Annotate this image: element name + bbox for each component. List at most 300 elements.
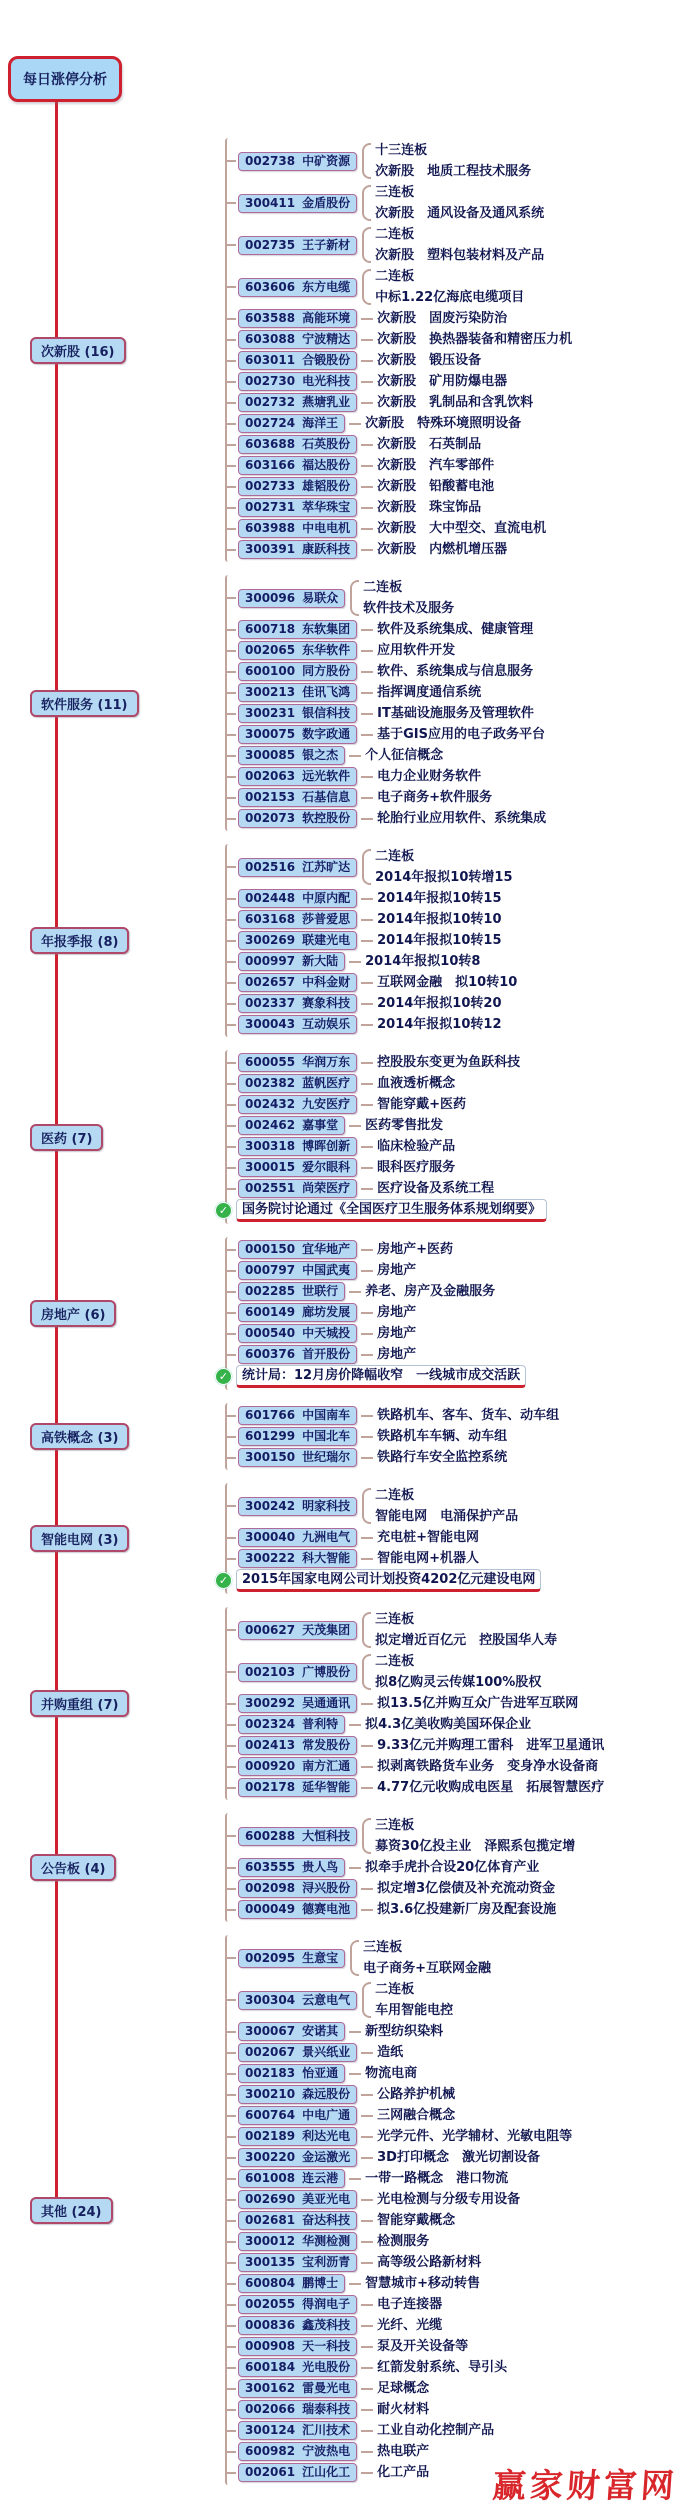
stock-desc-group xyxy=(365,1857,539,1878)
stock-name: 生意宝 xyxy=(302,1950,339,1965)
stock-name: 美亚光电 xyxy=(302,2192,351,2206)
connector-line xyxy=(227,1671,236,1673)
stock-desc-group xyxy=(365,1281,495,1302)
stock-entry xyxy=(227,371,690,392)
stock-code: 002724 xyxy=(245,416,296,430)
stock-entry xyxy=(227,539,690,560)
stock-desc: 拟4.3亿美收购美国环保企业 xyxy=(365,1717,532,1732)
stock-desc-group xyxy=(377,2042,403,2063)
stock-desc: 次新股 固废污染防治 xyxy=(377,311,508,326)
stock-code: 002733 xyxy=(245,479,296,493)
stock-node xyxy=(238,1282,345,1301)
stock-desc: 造纸 xyxy=(377,2045,404,2060)
stock-code: 300150 xyxy=(245,1450,296,1464)
stock-desc: 次新股 石英制品 xyxy=(377,437,482,452)
stock-name: 莎普爱思 xyxy=(302,912,351,926)
stock-name: 佳讯飞鸿 xyxy=(302,685,351,699)
stock-name: 瑞泰科技 xyxy=(302,2402,351,2416)
stock-desc: 热电联产 xyxy=(377,2444,430,2459)
stock-desc: 智能电网+机器人 xyxy=(377,1551,480,1566)
stock-desc-group xyxy=(377,308,507,329)
brace-connector xyxy=(362,1982,371,2018)
stock-entry xyxy=(227,1857,690,1878)
stock-entry xyxy=(227,2105,690,2126)
stock-entry xyxy=(227,2315,690,2336)
stock-name: 海洋王 xyxy=(302,416,339,430)
stock-desc: 医药零售批发 xyxy=(365,1118,444,1133)
stock-node xyxy=(238,2379,357,2398)
stock-desc-group xyxy=(377,2189,520,2210)
stock-node xyxy=(238,1345,357,1364)
dash-connector xyxy=(361,2325,373,2327)
dash-connector xyxy=(361,402,373,404)
news-note xyxy=(215,1365,690,1388)
stock-code: 300213 xyxy=(245,685,296,699)
stock-code: 600149 xyxy=(245,1305,296,1319)
stock-node xyxy=(238,1053,357,1072)
stock-desc-group xyxy=(375,266,524,308)
connector-line xyxy=(227,1745,236,1747)
stock-entry xyxy=(227,1693,690,1714)
stock-desc: 次新股 汽车零部件 xyxy=(377,458,495,473)
stock-desc-group xyxy=(377,2126,572,2147)
stock-desc-group xyxy=(377,1323,416,1344)
stock-desc-group xyxy=(375,1815,575,1857)
brace-connector xyxy=(362,1818,371,1854)
stock-entry xyxy=(227,703,690,724)
category-column xyxy=(0,690,225,717)
stock-code: 002462 xyxy=(245,1118,296,1132)
stock-desc: 次新股 换热器装备和精密压力机 xyxy=(377,332,573,347)
stock-desc: 拟3.6亿投建新厂房及配套设施 xyxy=(377,1902,557,1917)
stock-name: 宜华地产 xyxy=(302,1242,351,1256)
stock-name: 嘉事堂 xyxy=(302,1118,339,1132)
stock-code: 603088 xyxy=(245,332,296,346)
stock-code: 600376 xyxy=(245,1347,296,1361)
stock-name: 金盾股份 xyxy=(302,195,351,210)
dash-connector xyxy=(361,1745,373,1747)
connector-line xyxy=(227,797,236,799)
dash-connector xyxy=(361,797,373,799)
stock-desc: 次新股 锻压设备 xyxy=(377,353,482,368)
stock-desc-group xyxy=(365,745,443,766)
connector-line xyxy=(227,244,236,246)
stock-code: 000920 xyxy=(245,1759,296,1773)
stock-desc: 电子连接器 xyxy=(377,2297,443,2312)
connector-line xyxy=(227,2451,236,2453)
stock-desc-group xyxy=(377,2441,429,2462)
stock-name: 世联行 xyxy=(302,1284,339,1298)
stock-entry xyxy=(227,1777,690,1798)
stock-desc: 9.33亿元并购理工雷科 进军卫星通讯 xyxy=(377,1738,605,1753)
stock-node xyxy=(238,1757,357,1776)
stock-code: 000797 xyxy=(245,1263,296,1277)
connector-line xyxy=(227,2094,236,2096)
connector-line xyxy=(227,1312,236,1314)
stock-desc-group xyxy=(365,2168,508,2189)
dash-connector xyxy=(349,2073,361,2075)
stock-desc: 房地产 xyxy=(377,1263,417,1278)
stock-desc: 红箭发射系统、导引头 xyxy=(377,2360,508,2375)
connector-line xyxy=(227,160,236,162)
stock-code: 300012 xyxy=(245,2234,296,2248)
stock-desc-group xyxy=(377,1344,416,1365)
stock-entry xyxy=(227,455,690,476)
stock-desc: 软件、系统集成与信息服务 xyxy=(377,664,534,679)
stock-desc: 拟定增近百亿元 控股国华人寿 xyxy=(375,1633,558,1648)
stock-name: 明家科技 xyxy=(302,1498,351,1513)
stock-code: 300135 xyxy=(245,2255,296,2269)
stock-desc: 拟8亿购灵云传媒100%股权 xyxy=(375,1675,542,1690)
connector-line xyxy=(227,2115,236,2117)
stock-desc-group xyxy=(377,1052,520,1073)
dash-connector xyxy=(361,2367,373,2369)
stock-node xyxy=(238,889,357,908)
dash-connector xyxy=(361,1787,373,1789)
stock-desc: 2014年报拟10转15 xyxy=(377,933,502,948)
stock-code: 300318 xyxy=(245,1139,296,1153)
stock-node xyxy=(238,725,357,744)
stock-node xyxy=(238,2169,345,2188)
connector-line xyxy=(227,1787,236,1789)
stock-desc-group xyxy=(377,2231,429,2252)
stock-entry xyxy=(227,140,690,182)
connector-line xyxy=(227,2409,236,2411)
stock-node xyxy=(238,910,357,929)
stock-name: 银信科技 xyxy=(302,706,351,720)
dash-connector xyxy=(361,1436,373,1438)
stock-desc-group xyxy=(377,1405,559,1426)
stock-entry xyxy=(227,1136,690,1157)
stock-name: 鹏博士 xyxy=(302,2276,339,2290)
stock-name: 福达股份 xyxy=(302,458,351,472)
stock-name: 萃华珠宝 xyxy=(302,500,351,514)
brace-connector xyxy=(362,1612,371,1648)
stock-desc-group xyxy=(365,413,521,434)
stock-entry xyxy=(227,413,690,434)
stock-node xyxy=(238,2127,357,2146)
stock-desc-group xyxy=(377,1014,501,1035)
stock-node xyxy=(238,2337,357,2356)
stock-code: 002731 xyxy=(245,500,296,514)
dash-connector xyxy=(361,549,373,551)
stock-code: 300040 xyxy=(245,1530,296,1544)
stock-node xyxy=(238,1116,345,1135)
stock-name: 东华软件 xyxy=(302,643,351,657)
stock-desc-group xyxy=(377,1735,604,1756)
connector-line xyxy=(227,444,236,446)
connector-line xyxy=(227,1291,236,1293)
category-column xyxy=(0,1423,225,1450)
stock-name: 怡亚通 xyxy=(302,2066,339,2080)
stock-code: 002095 xyxy=(245,1950,296,1965)
stock-code: 002551 xyxy=(245,1181,296,1195)
stock-desc: 中标1.22亿海底电缆项目 xyxy=(375,290,525,305)
stock-desc: 二连板 xyxy=(375,1654,415,1669)
stock-name: 中国北车 xyxy=(302,1429,351,1443)
dash-connector xyxy=(361,360,373,362)
stock-desc-group xyxy=(377,2357,507,2378)
stock-desc: 新型纺织染料 xyxy=(365,2024,444,2039)
dash-connector xyxy=(361,1188,373,1190)
stock-name: 江苏旷达 xyxy=(302,859,351,874)
stock-desc-group xyxy=(377,661,533,682)
stock-desc-group xyxy=(377,1878,555,1899)
stock-code: 002657 xyxy=(245,975,296,989)
dash-connector xyxy=(361,1909,373,1911)
stock-entry xyxy=(227,392,690,413)
stock-desc-group xyxy=(375,1979,453,2021)
stock-entry xyxy=(227,951,690,972)
connector-line xyxy=(227,597,236,599)
connector-line xyxy=(227,1167,236,1169)
stock-node xyxy=(238,414,345,433)
dash-connector xyxy=(349,755,361,757)
stock-code: 600982 xyxy=(245,2444,296,2458)
stock-code: 601299 xyxy=(245,1429,296,1443)
stock-code: 300067 xyxy=(245,2024,296,2038)
stock-entry xyxy=(227,497,690,518)
stock-desc-group xyxy=(377,619,533,640)
stock-code: 300124 xyxy=(245,2423,296,2437)
check-circle-icon: ✓ xyxy=(215,1368,232,1385)
stock-desc-group xyxy=(377,2210,455,2231)
stock-code: 000908 xyxy=(245,2339,296,2353)
stock-name: 安诺其 xyxy=(302,2024,339,2038)
stock-desc: 三连板 xyxy=(375,185,415,200)
stock-node xyxy=(238,236,357,255)
stock-code: 300096 xyxy=(245,590,296,605)
stock-entry xyxy=(227,518,690,539)
category-node: 医药 (7) xyxy=(30,1124,103,1151)
connector-line xyxy=(227,1457,236,1459)
stock-desc: 房地产 xyxy=(377,1347,417,1362)
stock-name: 奋达科技 xyxy=(302,2213,351,2227)
connector-line xyxy=(227,1835,236,1837)
stock-desc: 铁路机车、客车、货车、动车组 xyxy=(377,1408,560,1423)
dash-connector xyxy=(361,381,373,383)
stock-desc-group xyxy=(365,2063,417,2084)
category-column xyxy=(0,1124,225,1151)
stock-name: 延华智能 xyxy=(302,1780,351,1794)
stock-entry xyxy=(227,1344,690,1365)
dash-connector xyxy=(361,2304,373,2306)
stock-desc-group xyxy=(377,1693,578,1714)
stock-desc: 三连板 xyxy=(375,1818,415,1833)
stock-name: 浔兴股份 xyxy=(302,1881,351,1895)
stock-entry xyxy=(227,1239,690,1260)
connector-line xyxy=(227,360,236,362)
brace-connector xyxy=(362,269,371,305)
stock-code: 300242 xyxy=(245,1498,296,1513)
entry-group xyxy=(225,575,690,831)
stock-desc: 次新股 特殊环境照明设备 xyxy=(365,416,522,431)
stock-desc: 软件技术及服务 xyxy=(363,601,455,616)
stock-desc-group xyxy=(377,909,501,930)
connector-line xyxy=(227,1436,236,1438)
stock-entry xyxy=(227,1735,690,1756)
connector-line xyxy=(227,2388,236,2390)
connector-line xyxy=(227,940,236,942)
stock-desc-group xyxy=(377,1094,466,1115)
stock-code: 300075 xyxy=(245,727,296,741)
stock-code: 600055 xyxy=(245,1055,296,1069)
connector-line xyxy=(227,465,236,467)
stock-name: 高能环境 xyxy=(302,311,351,325)
connector-line xyxy=(227,1354,236,1356)
stock-code: 300210 xyxy=(245,2087,296,2101)
stock-entry xyxy=(227,1651,690,1693)
stock-node xyxy=(238,1827,357,1846)
dash-connector xyxy=(361,2430,373,2432)
connector-line xyxy=(227,528,236,530)
stock-desc: 拟剥离铁路货车业务 变身净水设备商 xyxy=(377,1759,599,1774)
stock-name: 雄韬股份 xyxy=(302,479,351,493)
dash-connector xyxy=(361,2409,373,2411)
stock-code: 000049 xyxy=(245,1902,296,1916)
stock-desc: 一带一路概念 港口物流 xyxy=(365,2171,509,2186)
dash-connector xyxy=(361,818,373,820)
stock-desc: 智慧城市+移动转售 xyxy=(365,2276,481,2291)
stock-entry xyxy=(227,1157,690,1178)
stock-code: 603555 xyxy=(245,1860,296,1874)
stock-node xyxy=(238,1074,357,1093)
stock-entry xyxy=(227,2147,690,2168)
stock-desc: 2014年报拟10转10 xyxy=(377,912,502,927)
stock-desc-group xyxy=(377,392,533,413)
stock-desc: 软件及系统集成、健康管理 xyxy=(377,622,534,637)
stock-name: 金运激光 xyxy=(302,2150,351,2164)
stock-code: 300162 xyxy=(245,2381,296,2395)
connector-line xyxy=(227,866,236,868)
stock-name: 景兴纸业 xyxy=(302,2045,351,2059)
stock-desc-group xyxy=(377,787,492,808)
stock-node xyxy=(238,1900,357,1919)
stock-desc: 2014年报拟10转12 xyxy=(377,1017,502,1032)
stock-name: 软控股份 xyxy=(302,811,351,825)
stock-node xyxy=(238,456,357,475)
stock-name: 宁波精达 xyxy=(302,332,351,346)
root-node: 每日涨停分析 xyxy=(8,56,122,102)
stock-entry xyxy=(227,2420,690,2441)
stock-desc: 二连板 xyxy=(375,227,415,242)
stock-node xyxy=(238,809,357,828)
category-node: 高铁概念 (3) xyxy=(30,1423,129,1450)
connector-line xyxy=(227,1724,236,1726)
stock-desc-group xyxy=(377,930,501,951)
stock-node xyxy=(238,194,357,213)
stock-desc-group xyxy=(377,1239,453,1260)
stock-entry xyxy=(227,846,690,888)
stock-desc-group xyxy=(377,1899,556,1920)
connector-line xyxy=(227,318,236,320)
news-note-text: 2015年国家电网公司计划投资4202亿元建设电网 xyxy=(236,1569,541,1592)
entry-group xyxy=(225,1403,690,1470)
dash-connector xyxy=(361,940,373,942)
stock-entry xyxy=(227,808,690,829)
connector-line xyxy=(227,671,236,673)
stock-entry xyxy=(227,2021,690,2042)
stock-node xyxy=(238,931,357,950)
stock-name: 德赛电池 xyxy=(302,1902,351,1916)
stock-name: 九安医疗 xyxy=(302,1097,351,1111)
stock-entry xyxy=(227,930,690,951)
stock-entry xyxy=(227,1014,690,1035)
stock-name: 同方股份 xyxy=(302,664,351,678)
stock-node xyxy=(238,2232,357,2251)
connector-line xyxy=(227,2262,236,2264)
stock-desc: 拟定增3亿偿债及补充流动资金 xyxy=(377,1881,556,1896)
stock-desc-group xyxy=(377,1756,598,1777)
stock-desc: 充电桩+智能电网 xyxy=(377,1530,480,1545)
category-column xyxy=(0,1525,225,1552)
stock-code: 000540 xyxy=(245,1326,296,1340)
dash-connector xyxy=(361,1703,373,1705)
stock-code: 300292 xyxy=(245,1696,296,1710)
section xyxy=(0,1050,690,1224)
stock-entry xyxy=(227,577,690,619)
connector-line xyxy=(227,1766,236,1768)
dash-connector xyxy=(361,692,373,694)
connector-line xyxy=(227,1703,236,1705)
news-note-text: 国务院讨论通过《全国医疗卫生服务体系规划纲要》 xyxy=(236,1199,547,1222)
stock-code: 002183 xyxy=(245,2066,296,2080)
stock-node xyxy=(238,2085,357,2104)
stock-node xyxy=(238,309,357,328)
stock-name: 廊坊发展 xyxy=(302,1305,351,1319)
stock-desc: 指挥调度通信系统 xyxy=(377,685,482,700)
stock-entry xyxy=(227,1302,690,1323)
connector-line xyxy=(227,713,236,715)
stock-entry xyxy=(227,476,690,497)
stock-entry xyxy=(227,745,690,766)
entry-group xyxy=(218,1483,690,1594)
stock-name: 雷曼光电 xyxy=(302,2381,351,2395)
stock-node xyxy=(238,2421,357,2440)
stock-node xyxy=(238,2043,357,2062)
stock-desc: 化工产品 xyxy=(377,2465,430,2480)
stock-desc-group xyxy=(377,1527,479,1548)
stock-entry xyxy=(227,2042,690,2063)
stock-node xyxy=(238,519,357,538)
dash-connector xyxy=(361,2115,373,2117)
stock-desc: 养老、房产及金融服务 xyxy=(365,1284,496,1299)
connector-line xyxy=(227,1415,236,1417)
stock-entry xyxy=(227,2378,690,2399)
stock-name: 华测检测 xyxy=(302,2234,351,2248)
stock-desc-group xyxy=(377,476,494,497)
stock-code: 002178 xyxy=(245,1780,296,1794)
stock-code: 002063 xyxy=(245,769,296,783)
stock-code: 603688 xyxy=(245,437,296,451)
stock-code: 603168 xyxy=(245,912,296,926)
entry-group xyxy=(225,844,690,1037)
stock-node xyxy=(238,1736,357,1755)
dash-connector xyxy=(361,1104,373,1106)
dash-connector xyxy=(361,2346,373,2348)
stock-node xyxy=(238,1497,357,1516)
category-node: 软件服务 (11) xyxy=(30,690,139,717)
stock-name: 世纪瑞尔 xyxy=(302,1450,351,1464)
stock-desc: 三连板 xyxy=(375,1612,415,1627)
dash-connector xyxy=(361,1083,373,1085)
stock-code: 002413 xyxy=(245,1738,296,1752)
connector-line xyxy=(227,1629,236,1631)
stock-node xyxy=(238,1158,357,1177)
dash-connector xyxy=(361,2136,373,2138)
category-node: 年报季报 (8) xyxy=(30,927,129,954)
stock-desc: 足球概念 xyxy=(377,2381,430,2396)
